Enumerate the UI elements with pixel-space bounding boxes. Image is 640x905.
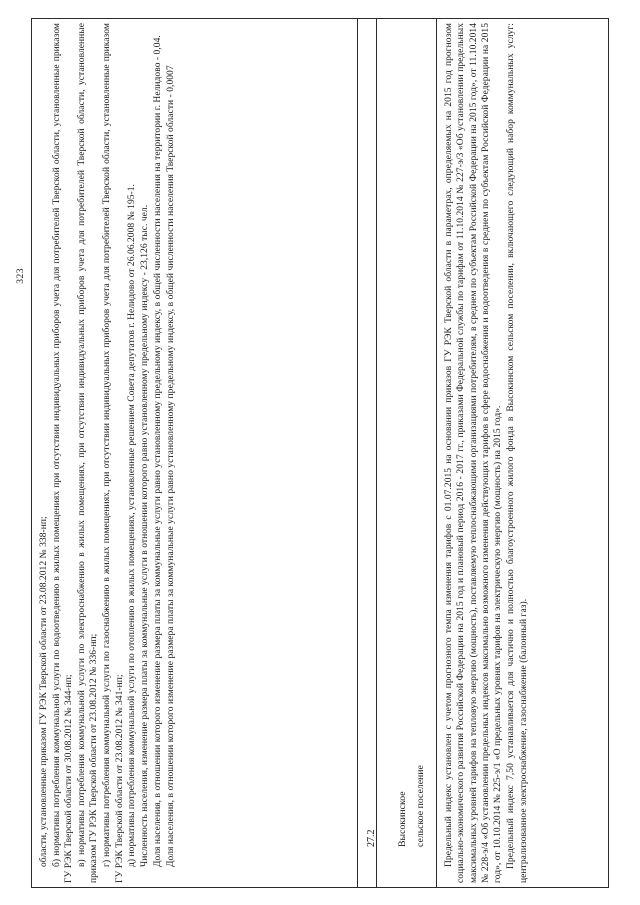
paragraph: Доля населения, в отношении которого изменение размера платы за коммунальные услуги равно установленному предельному индексу, в общей численности населения на территории г. Нелидово - 0,04. [153,35,164,867]
document-table [31,18,609,888]
paragraph: д) нормативы потребления коммунальной услуги по отоплению в жилых помещениях, установленные решением Совета депутатов г. Нелидово от 26.06.2008 № 195-1. [127,184,138,867]
paragraph: в) нормативы потребления коммунальной услуги по электроснабжению в жилых помещениях, при отсутствии индивидуальных приборов учета для потребителей Тверской области, установленные приказом ГУ РЭК Тверской области от 23.08.2012 № 336-нп; [77,23,100,883]
paragraph: Предельный индекс установлен с учетом прогнозного темпа изменения тарифов с 01.07.2015 на основании приказов ГУ РЭК Тверской области в параметрах, определяемых на 2015 год прогнозом социально-экономического развития Российской Федерации на 2015 год и плановый период 2016 - 2017 гг., приказами Федеральной службы по тарифам от 11.10.2014 № 227-э/3 «Об установлении предельных максимальных уровней тарифов на тепловую энергию (мощность), поставляемую теплоснабжающими организациями потребителям, в среднем по субъектам Российской Федерации на 2015 год», от 11.10.2014 № 228-э/4 «Об установлении предельных индексов максимально возможного изменения действующих тарифов в сфере водоснабжения и водоотведения в среднем по субъектам Российской Федерации на 2015 год», от 10.10.2014 № 225-э/1 «О предельных уровнях тарифов на электрическую энергию (мощность) на 2015 год». [444,23,504,883]
paragraph: г) нормативы потребления коммунальной услуги по газоснабжению в жилых помещениях, при отсутствии индивидуальных приборов учета для потребителей Тверской области, установленные приказом ГУ РЭК Тверской области от 23.08.2012 № 341-нп; [102,23,125,883]
paragraph: Предельный индекс 7,50 устанавливается для частично и полностью благоустроенного жилого фонда в Высокинском сельском поселении, включающего следующий набор коммунальных услуг: централизованное электроснабжение, газоснабжение (балонный газ). [506,23,529,883]
table-cell-previous-row-content [32,19,357,887]
table-cell-row-number [357,19,378,887]
paragraph: области, установленные приказом ГУ РЭК Тверской области от 23.08.2012 № 338-нп; [39,516,49,867]
table-cell-row-content [436,19,608,887]
paragraph-list [443,23,530,883]
paragraph: Численность населения, изменение размера платы за коммунальные услуги в отношении которого равно установленному предельному индексу - 23,126 тыс. чел. [140,204,151,867]
row-number-text: 27.2 [366,829,378,847]
page-number: 323 [16,268,26,284]
settlement-name-line-2: сельское поселение [414,765,426,847]
table-cell-settlement-name [376,19,436,887]
paragraph-list [38,23,178,883]
paragraph: б) нормативы потребления коммунальной услуги по водоотведению в жилых помещениях при отсутствии индивидуальных приборов учета для потребителей Тверской области, установленные приказом ГУ РЭК Тверской области от 30.08.2012 № 344-нп; [51,23,75,883]
settlement-name-line-1: Высокинское [396,791,408,847]
paragraph: Доля населения, в отношении которого изменение размера платы за коммунальные услуги равно установленному предельному индексу, в общей численности населения Тверской области - 0,0007 [165,65,176,867]
